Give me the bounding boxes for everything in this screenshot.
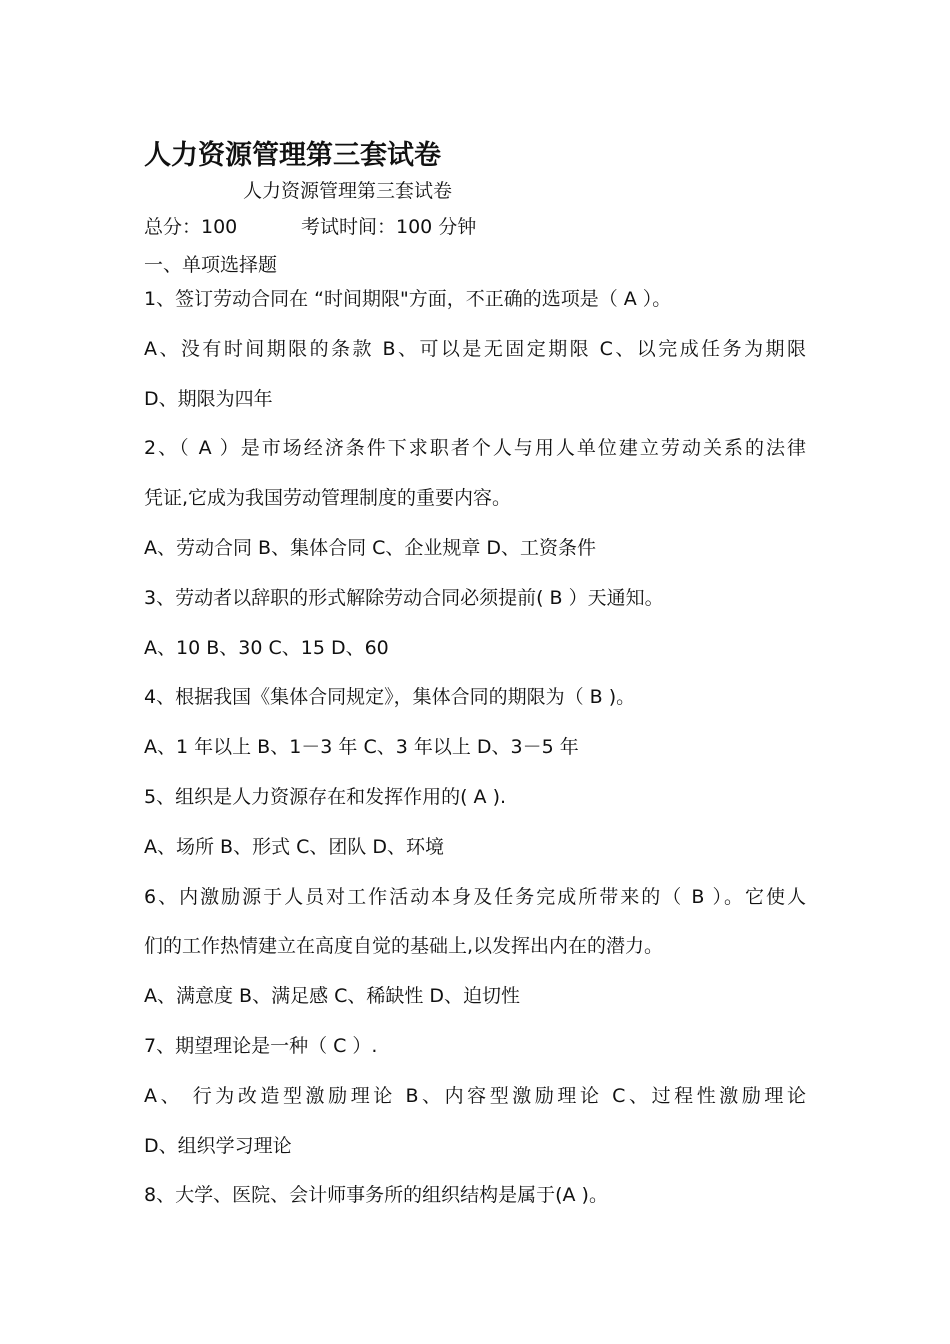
question-1-text: 1、签订劳动合同在 “时间期限"方面，不正确的选项是（ A ）。 xyxy=(144,288,672,310)
question-1-option-a: A、没有时间期限的条款 xyxy=(144,338,375,360)
question-3-options: A、10 B、30 C、15 D、60 xyxy=(144,637,389,659)
exam-meta xyxy=(144,212,477,239)
question-7-text: 7、期望理论是一种（ C ）. xyxy=(144,1035,378,1057)
question-8-text: 8、大学、医院、会计师事务所的组织结构是属于(A )。 xyxy=(144,1184,608,1206)
question-7-option-d: D、组织学习理论 xyxy=(144,1135,292,1157)
question-1-option-d: D、期限为四年 xyxy=(144,388,273,410)
question-2-text-cont: 凭证,它成为我国劳动管理制度的重要内容。 xyxy=(144,487,512,509)
question-3-text: 3、劳动者以辞职的形式解除劳动合同必须提前( B ）天通知。 xyxy=(144,587,664,609)
question-2-options: A、劳动合同 B、集体合同 C、企业规章 D、工资条件 xyxy=(144,537,597,559)
document-title: 人力资源管理第三套试卷 xyxy=(144,140,441,171)
question-1-option-c: C、以完成任务为期限 xyxy=(599,338,806,360)
document-subtitle: 人力资源管理第三套试卷 xyxy=(243,180,453,202)
question-7-option-a: A、 行为改造型激励理论 xyxy=(144,1085,396,1107)
question-7-options xyxy=(144,1083,806,1109)
section-heading: 一、单项选择题 xyxy=(144,254,278,276)
question-6-options: A、满意度 B、满足感 C、稀缺性 D、迫切性 xyxy=(144,985,521,1007)
question-5-text: 5、组织是人力资源存在和发挥作用的( A ). xyxy=(144,786,507,808)
question-4-text: 4、根据我国《集体合同规定》，集体合同的期限为（ B )。 xyxy=(144,686,636,708)
total-score: 总分：100 xyxy=(144,216,238,238)
question-7-option-b: B、内容型激励理论 xyxy=(405,1085,603,1107)
question-6-text: 6、内激励源于人员对工作活动本身及任务完成所带来的（ B ）。它使人 xyxy=(144,886,806,908)
exam-time: 考试时间：100 分钟 xyxy=(301,216,477,238)
question-6-text-cont: 们的工作热情建立在高度自觉的基础上,以发挥出内在的潜力。 xyxy=(144,935,664,957)
question-1-options xyxy=(144,336,806,362)
question-4-options: A、1 年以上 B、1－3 年 C、3 年以上 D、3－5 年 xyxy=(144,736,579,758)
question-5-options: A、场所 B、形式 C、团队 D、环境 xyxy=(144,836,445,858)
question-2-text: 2、（ A ）是市场经济条件下求职者个人与用人单位建立劳动关系的法律 xyxy=(144,437,806,459)
question-7-option-c: C、过程性激励理论 xyxy=(612,1085,806,1107)
question-1-option-b: B、可以是无固定期限 xyxy=(382,338,592,360)
